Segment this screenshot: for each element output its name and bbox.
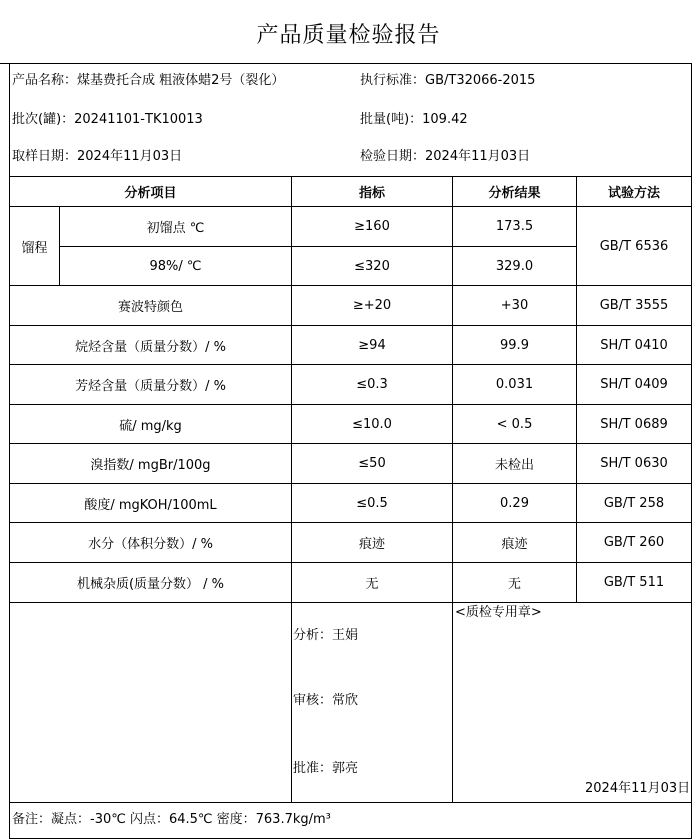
row-spec: ≤50 [358, 456, 386, 471]
row-spec: ≤0.5 [356, 495, 388, 511]
stamp-label: <质检专用章> [455, 605, 542, 620]
row-spec: ≥+20 [352, 298, 392, 313]
row-result: 99.9 [500, 337, 529, 353]
row-item: 芳烃含量（质量分数）/ % [75, 379, 226, 394]
row-spec: ≥160 [354, 219, 390, 234]
row-method: GB/T 6536 [599, 238, 669, 254]
row-item: 机械杂质(质量分数） / % [76, 577, 225, 592]
row-result: < 0.5 [496, 416, 533, 432]
row-result: 173.5 [495, 219, 534, 234]
reviewer-signature: 审核：常欣 [293, 693, 359, 708]
header-method: 试验方法 [607, 186, 660, 201]
row-result: 329.0 [495, 258, 534, 274]
row-item: 水分（体积分数）/ % [88, 537, 213, 552]
remark-line: 备注：凝点：-30℃ 闪点：64.5℃ 密度：763.7kg/m³ [12, 812, 331, 827]
table-line [9, 602, 692, 603]
row-method: SH/T 0409 [600, 377, 668, 392]
sample-date: 取样日期：2024年11月03日 [12, 149, 183, 164]
row-spec: ≤320 [354, 258, 390, 274]
batch-number: 批次(罐)：20241101-TK10013 [12, 112, 203, 127]
row-item: 98%/ ℃ [149, 258, 202, 274]
row-method: GB/T 258 [603, 495, 665, 511]
row-method: SH/T 0689 [600, 416, 668, 432]
analyst-signature: 分析：王娟 [293, 628, 359, 643]
batch-quantity: 批量(吨)：109.42 [360, 112, 468, 127]
product-name: 产品名称：煤基费托合成 粗液体蜡2号（裂化） [12, 73, 285, 88]
row-method: GB/T 3555 [599, 298, 669, 313]
row-result: +30 [500, 298, 529, 313]
row-item: 酸度/ mgKOH/100mL [84, 497, 217, 513]
row-item: 赛波特颜色 [117, 300, 183, 315]
stamp-date: 2024年11月03日 [585, 781, 691, 796]
row-item: 溴指数/ mgBr/100g [90, 458, 211, 473]
row-spec: 痕迹 [358, 537, 385, 552]
header-result: 分析结果 [488, 186, 541, 201]
row-method: GB/T 511 [603, 575, 665, 590]
header-spec: 指标 [358, 186, 385, 201]
row-item: 初馏点 ℃ [146, 221, 205, 236]
distillation-group-label: 馏程 [21, 240, 48, 256]
header-analysis-item: 分析项目 [124, 186, 177, 201]
row-method: GB/T 260 [603, 535, 665, 550]
row-method: SH/T 0630 [600, 456, 668, 471]
execution-standard: 执行标准：GB/T32066-2015 [360, 73, 536, 88]
row-result: 未检出 [494, 458, 534, 473]
frame-top-border [0, 63, 692, 64]
inspect-date: 检验日期：2024年11月03日 [360, 149, 531, 164]
row-result: 痕迹 [501, 537, 528, 552]
row-result: 无 [507, 577, 521, 592]
row-spec: ≤10.0 [352, 416, 392, 432]
row-spec: 无 [365, 577, 379, 592]
row-method: SH/T 0410 [600, 337, 668, 353]
table-line [9, 838, 692, 839]
approver-signature: 批准：郭亮 [293, 761, 359, 776]
row-item: 硫/ mg/kg [119, 418, 182, 434]
table-line [9, 802, 692, 803]
row-spec: ≤0.3 [356, 377, 388, 392]
row-result: 0.29 [500, 495, 529, 511]
frame-right-border [691, 63, 692, 839]
row-result: 0.031 [495, 377, 534, 392]
report-title: 产品质量检验报告 [256, 23, 441, 48]
row-spec: ≥94 [358, 337, 386, 353]
row-item: 烷烃含量（质量分数）/ % [75, 339, 226, 355]
